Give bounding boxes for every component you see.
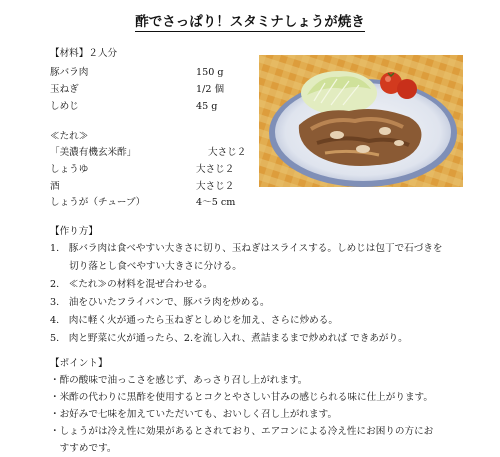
sauce-item-amount: 大さじ２ bbox=[208, 147, 247, 158]
ingredients-heading: 【材料】２人分 bbox=[50, 48, 118, 59]
point-line: すすめです。 bbox=[50, 443, 117, 454]
page-title-text: 酢でさっぱり！スタミナしょうが焼き bbox=[135, 14, 365, 30]
sauce-item-amount: 4〜5 cm bbox=[196, 197, 236, 208]
step-line: 1. 豚バラ肉は食べやすい大きさに切り、玉ねぎはスライスする。しめじは包丁で石づきを bbox=[50, 243, 443, 254]
step-line: 切り落とし食べやすい大きさに分ける。 bbox=[50, 261, 242, 272]
sauce-item-name: しょうが（チューブ） bbox=[50, 197, 146, 208]
point-line: ・しょうがは冷え性に効果があるとされており、エアコンによる冷え性にお困りの方にお bbox=[50, 426, 434, 437]
step-line: 2. ≪たれ≫の材料を混ぜ合わせる。 bbox=[50, 279, 213, 290]
step-line: 5. 肉と野菜に火が通ったら、2.を流し入れ、煮詰まるまで炒めれば できあがり。 bbox=[50, 333, 408, 344]
sauce-item-name: 「美濃有機玄米酢」 bbox=[50, 147, 137, 158]
food-photo-icon bbox=[259, 55, 463, 187]
sauce-item-name: 酒 bbox=[50, 181, 60, 192]
point-line: ・酢の酸味で油っこさを感じず、あっさり召し上がれます。 bbox=[50, 375, 308, 386]
ingredient-name: 豚バラ肉 bbox=[50, 67, 89, 78]
sauce-item-amount: 大さじ２ bbox=[196, 181, 235, 192]
point-line: ・米酢の代わりに黒酢を使用するとコクとやさしい甘みの感じられる味に仕上がります。 bbox=[50, 392, 433, 403]
sauce-item-name: しょうゆ bbox=[50, 164, 89, 175]
food-photo bbox=[259, 55, 463, 187]
ingredient-name: しめじ bbox=[50, 101, 79, 112]
points-heading: 【ポイント】 bbox=[50, 358, 108, 369]
point-line: ・お好みで七味を加えていただいても、おいしく召し上がれます。 bbox=[50, 409, 338, 420]
ingredient-name: 玉ねぎ bbox=[50, 84, 79, 95]
ingredient-amount: 1/2 個 bbox=[196, 84, 225, 95]
step-line: 3. 油をひいたフライパンで、豚バラ肉を炒める。 bbox=[50, 297, 270, 308]
sauce-item-amount: 大さじ２ bbox=[196, 164, 235, 175]
ingredient-amount: 45 g bbox=[196, 101, 218, 112]
page-title bbox=[0, 10, 500, 30]
ingredient-amount: 150 g bbox=[196, 67, 224, 78]
sauce-heading: ≪たれ≫ bbox=[50, 131, 89, 142]
step-line: 4. 肉に軽く火が通ったら玉ねぎとしめじを加え、さらに炒める。 bbox=[50, 315, 338, 326]
steps-heading: 【作り方】 bbox=[50, 226, 98, 237]
